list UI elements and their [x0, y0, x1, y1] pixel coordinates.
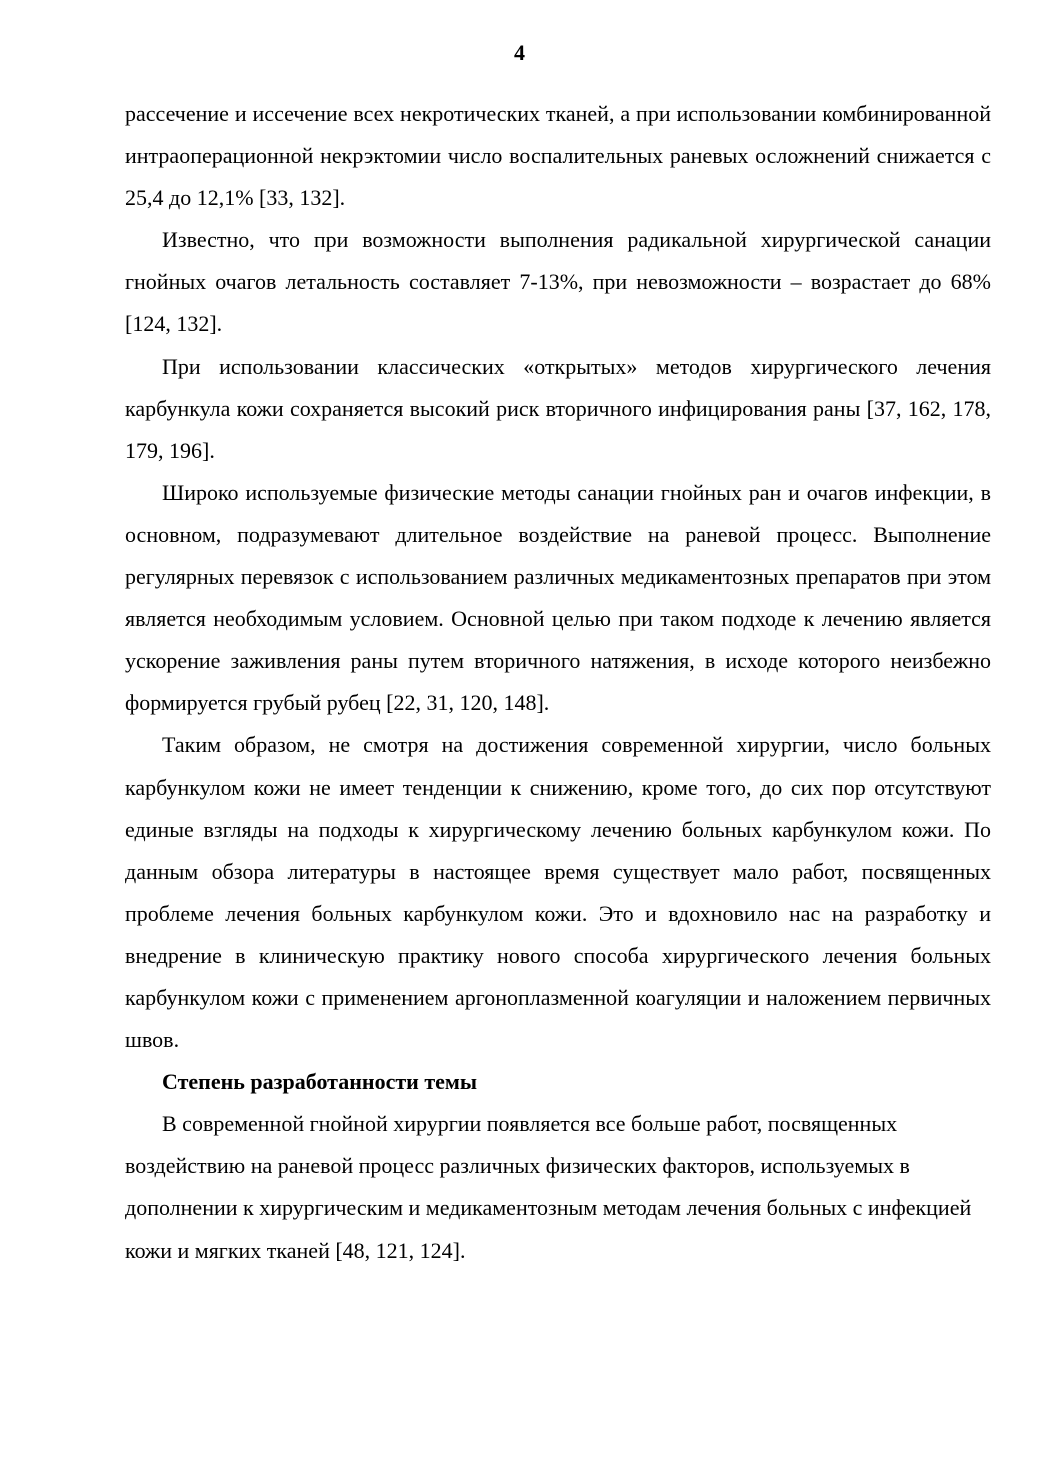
section-paragraph: В современной гнойной хирургии появляется все больше работ, посвященных воздействию на раневой процесс различных физических факторов, используемых в дополнении к хирургическим и медикаментозным методам лечения больных с инфекцией кожи и мягких тканей [48, 121, 124].: [125, 1111, 972, 1263]
paragraph: Широко используемые физические методы санации гнойных ран и очагов инфекции, в основном, подразумевают длительное воздействие на раневой процесс. Выполнение регулярных перевязок с использованием различных медикаментозных препаратов при этом является необходимым условием. Основной целью при таком подходе к лечению является ускорение заживления раны путем вторичного натяжения, в исходе которого неизбежно формируется грубый рубец [22, 31, 120, 148].: [125, 479, 991, 716]
paragraph-continuation: рассечение и иссечение всех некротических тканей, а при использовании комбинированной интраоперационной некрэктомии число воспалительных раневых осложнений снижается с 25,4 до 12,1% [33, 132].: [125, 101, 991, 211]
section-heading: Степень разработанности темы: [162, 1069, 478, 1095]
document-body: [125, 93, 991, 1272]
paragraph: При использовании классических «открытых» методов хирургического лечения карбункула кожи сохраняется высокий риск вторичного инфицирования раны [37, 162, 178, 179, 196].: [125, 353, 991, 463]
paragraph: Известно, что при возможности выполнения радикальной хирургической санации гнойных очагов летальность составляет 7-13%, при невозможности – возрастает до 68% [124, 132].: [125, 227, 991, 337]
paragraph: Таким образом, не смотря на достижения современной хирургии, число больных карбункулом кожи не имеет тенденции к снижению, кроме того, до сих пор отсутствуют единые взгляды на подходы к хирургическому лечению больных карбункулом кожи. По данным обзора литературы в настоящее время существует мало работ, посвященных проблеме лечения больных карбункулом кожи. Это и вдохновило нас на разработку и внедрение в клиническую практику нового способа хирургического лечения больных карбункулом кожи с применением аргоноплазменной коагуляции и наложением первичных швов.: [125, 732, 991, 1053]
page-number: 4: [514, 40, 525, 65]
